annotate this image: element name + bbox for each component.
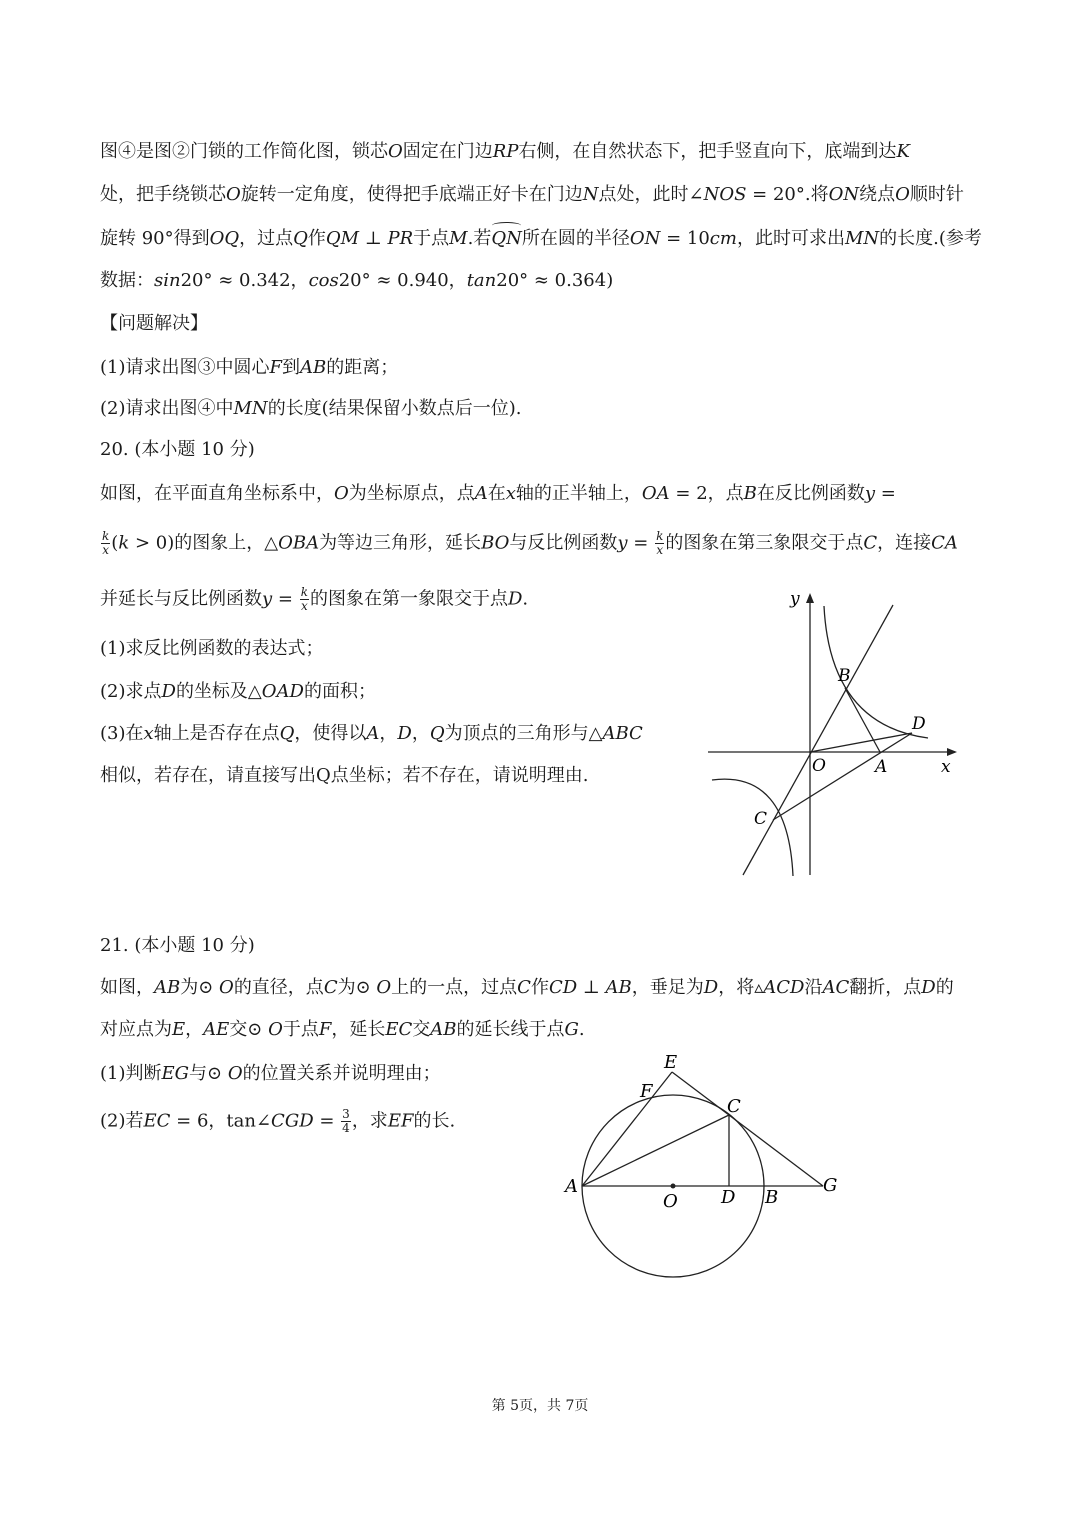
x-axis-arrow [947, 748, 957, 756]
section-heading: 【问题解决】 [100, 313, 208, 334]
hyperbola-branch-2 [712, 779, 793, 876]
p21-line-2: 对应点为E，AE交⊙ O于点F，延长EC交AB的延长线于点G. [100, 1019, 585, 1040]
label-O: O [663, 1191, 678, 1212]
intro-line-4: 数据：sin20° ≈ 0.342，cos20° ≈ 0.940，tan20° ≈ 0.364) [100, 270, 614, 291]
segment-ae [582, 1072, 672, 1186]
figure-p21-circle [550, 1040, 860, 1290]
figure-p20-coordinate-graph [700, 580, 980, 880]
intro-question-1: (1)请求出图③中圆心F到AB的距离； [100, 357, 399, 378]
page-footer: 第 5页，共 7页 [491, 1398, 589, 1414]
fraction-k-over-x: $\frac{k}{x}$ [300, 585, 308, 613]
label-B: B [838, 666, 851, 686]
label-E: E [664, 1052, 678, 1073]
p20-question-3-cont: 相似，若存在，请直接写出Q点坐标；若不存在，请说明理由. [100, 765, 589, 786]
fraction-k-over-x: $\frac{k}{x}$ [102, 529, 110, 557]
fraction-k-over-x: $\frac{k}{x}$ [656, 529, 664, 557]
p20-line-2: $\frac{k}{x}$ (k > 0)的图象上，△OBA为等边三角形，延长BO与反比例函数y = $\frac{k}{x}$ 的图象在第三象限交于点C，连接CA [102, 529, 958, 557]
p20-line-1: 如图，在平面直角坐标系中，O为坐标原点，点A在x轴的正半轴上，OA = 2，点B在反比例函数y = [100, 483, 896, 504]
label-y: y [790, 589, 800, 609]
label-B: B [765, 1187, 779, 1208]
y-axis-arrow [806, 593, 814, 603]
p21-question-2: (2)若EC = 6，tan∠CGD = $\frac{3}{4}$ ，求EF的长. [100, 1107, 456, 1135]
p20-line-3: 并延长与反比例函数y = $\frac{k}{x}$ 的图象在第一象限交于点D. [100, 585, 529, 613]
problem-21-header: 21. (本小题 10 分) [100, 935, 255, 956]
intro-line-3: 旋转 90°得到OQ，过点Q作QM ⊥ PR于点M.若QN所在圆的半径ON = 10cm，此时可求出MN的长度.(参考 [100, 226, 982, 252]
label-C: C [754, 809, 768, 829]
p20-question-2: (2)求点D的坐标及△OAD的面积； [100, 681, 376, 702]
intro-question-2: (2)请求出图④中MN的长度(结果保留小数点后一位). [100, 398, 522, 419]
label-x: x [941, 757, 951, 777]
label-D: D [721, 1187, 736, 1208]
p20-question-3: (3)在x轴上是否存在点Q，使得以A，D，Q为顶点的三角形与△ABC [100, 723, 643, 744]
label-C: C [727, 1096, 741, 1117]
label-O: O [812, 756, 826, 776]
label-A: A [565, 1176, 578, 1197]
label-D: D [912, 714, 926, 734]
p21-question-1: (1)判断EG与⊙ O的位置关系并说明理由； [100, 1063, 441, 1084]
p20-question-1: (1)求反比例函数的表达式； [100, 638, 324, 659]
label-G: G [823, 1175, 838, 1196]
problem-20-header: 20. (本小题 10 分) [100, 439, 255, 460]
intro-line-1: 图④是图②门锁的工作简化图，锁芯O固定在门边RP右侧，在自然状态下，把手竖直向下，底端到达K [100, 141, 910, 162]
p21-line-1: 如图，AB为⊙ O的直径，点C为⊙ O上的一点，过点C作CD ⊥ AB，垂足为D，将▵ACD沿AC翻折，点D的 [100, 977, 954, 998]
segment-eg [672, 1072, 823, 1186]
label-A: A [875, 757, 888, 777]
arc-qn: QN [491, 226, 522, 252]
intro-line-2: 处，把手绕锁芯O旋转一定角度，使得把手底端正好卡在门边N点处，此时∠NOS = 20°.将ON绕点O顺时针 [100, 184, 964, 205]
center-dot [671, 1184, 676, 1189]
fraction-3-over-4: $\frac{3}{4}$ [342, 1107, 350, 1135]
line-cb-extended [743, 605, 893, 875]
label-F: F [640, 1081, 653, 1102]
